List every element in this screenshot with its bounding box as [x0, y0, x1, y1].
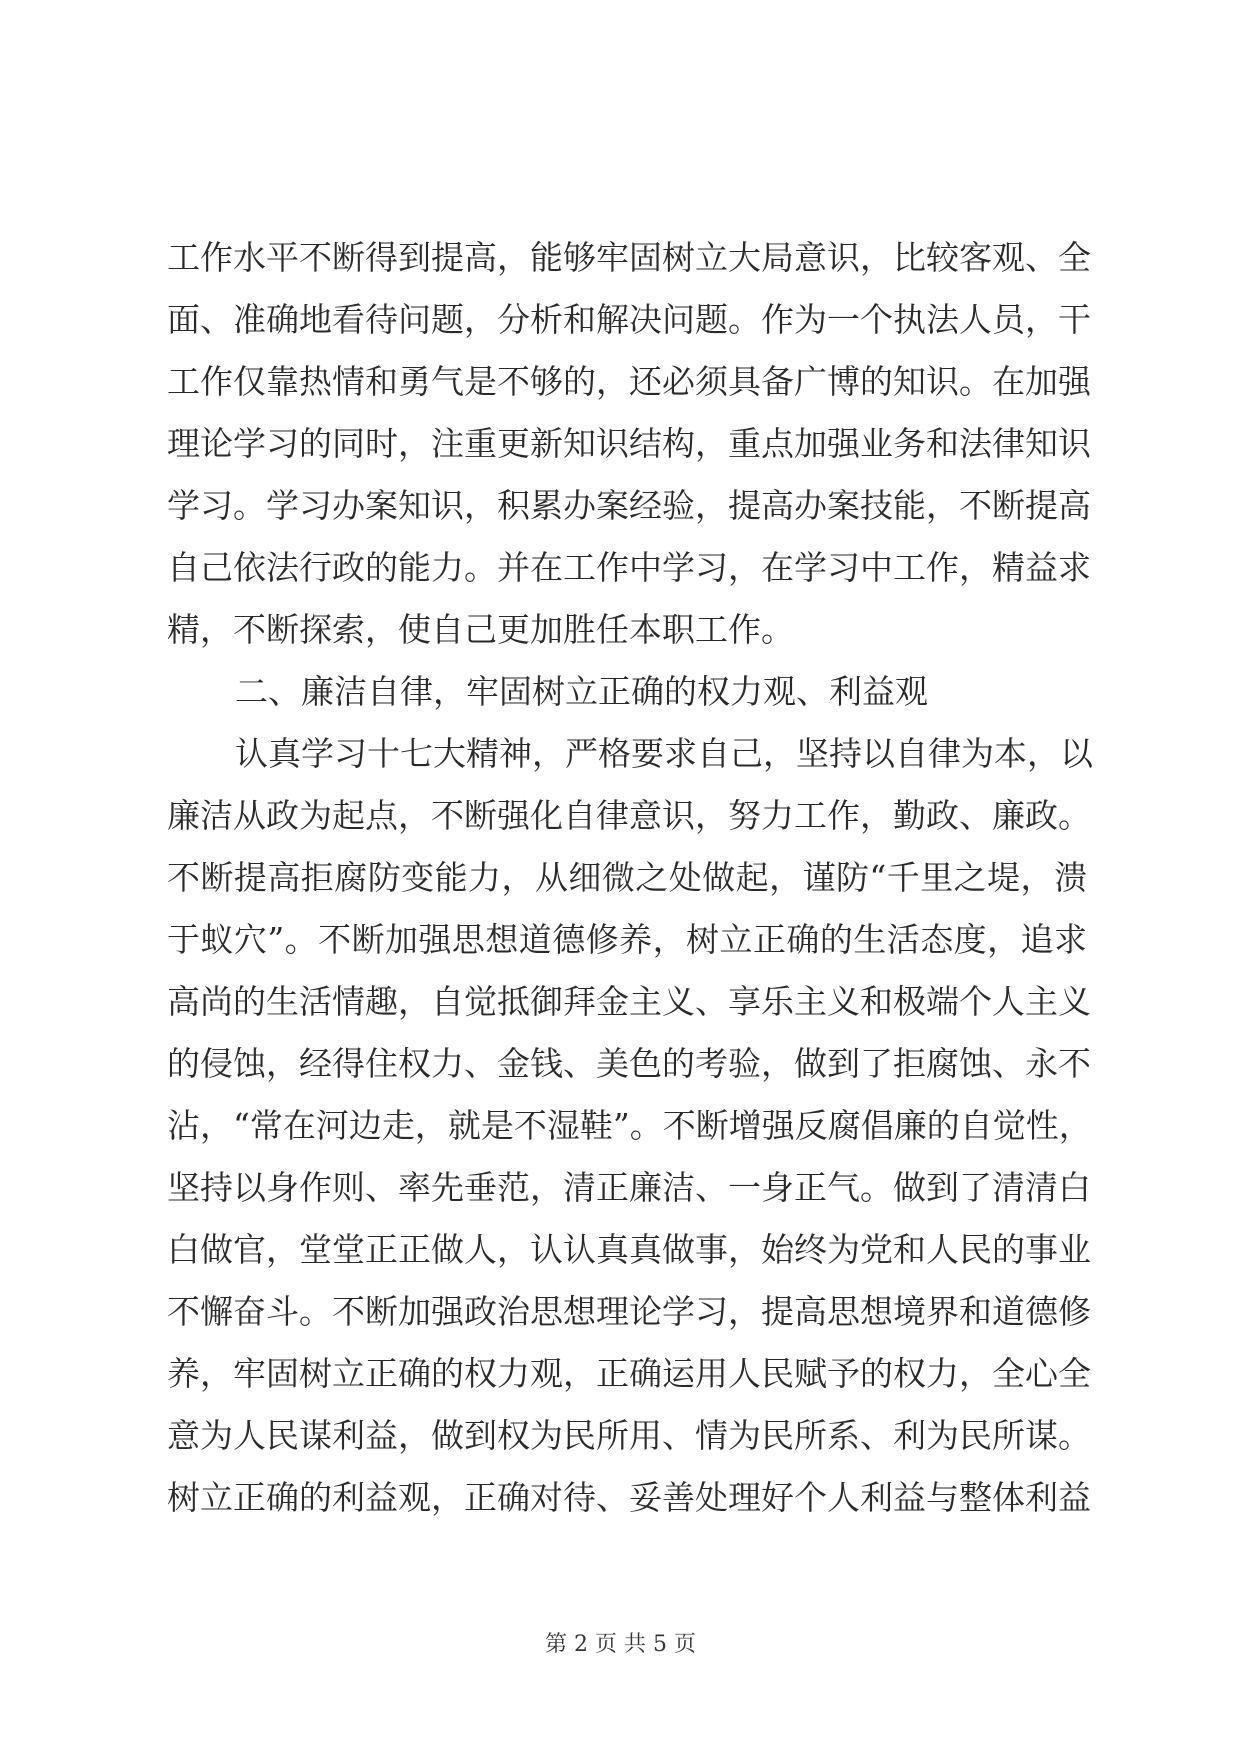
- text-line: 理论学习的同时，注重更新知识结构，重点加强业务和法律知识: [167, 424, 1091, 463]
- text-line: 认真学习十七大精神，严格要求自己，坚持以自律为本，以: [235, 734, 1093, 773]
- text-line: 白做官，堂堂正正做人，认认真真做事，始终为党和人民的事业: [167, 1230, 1091, 1269]
- text-line: 廉洁从政为起点，不断强化自律意识，努力工作，勤政、廉政。: [167, 796, 1091, 835]
- text-line: 自己依法行政的能力。并在工作中学习，在学习中工作，精益求: [167, 548, 1091, 587]
- text-line: 工作仅靠热情和勇气是不够的，还必须具备广博的知识。在加强: [167, 362, 1091, 401]
- page-number-footer: 第 2 页 共 5 页: [545, 1632, 696, 1657]
- text-line: 高尚的生活情趣，自觉抵御拜金主义、享乐主义和极端个人主义: [167, 982, 1091, 1021]
- text-line: 不断提高拒腐防变能力，从细微之处做起，谨防“千里之堤，溃: [167, 858, 1087, 897]
- text-line: 养，牢固树立正确的权力观，正确运用人民赋予的权力，全心全: [167, 1354, 1091, 1393]
- text-line: 意为人民谋利益，做到权为民所用、情为民所系、利为民所谋。: [167, 1416, 1091, 1455]
- text-line: 学习。学习办案知识，积累办案经验，提高办案技能，不断提高: [167, 486, 1091, 525]
- text-line: 的侵蚀，经得住权力、金钱、美色的考验，做到了拒腐蚀、永不: [167, 1044, 1091, 1083]
- text-line: 不懈奋斗。不断加强政治思想理论学习，提高思想境界和道德修: [167, 1292, 1091, 1331]
- body-text: [167, 227, 1093, 1529]
- text-line: 工作水平不断得到提高，能够牢固树立大局意识，比较客观、全: [167, 238, 1091, 277]
- text-line: 沾，“常在河边走，就是不湿鞋”。不断增强反腐倡廉的自觉性，: [167, 1106, 1092, 1145]
- section-heading: 二、廉洁自律，牢固树立正确的权力观、利益观: [235, 672, 928, 711]
- text-line: 精，不断探索，使自己更加胜任本职工作。: [167, 610, 794, 649]
- text-line: 面、准确地看待问题，分析和解决问题。作为一个执法人员，干: [167, 300, 1091, 339]
- text-line: 于蚁穴”。不断加强思想道德修养，树立正确的生活态度，追求: [167, 920, 1087, 959]
- text-line: 树立正确的利益观，正确对待、妥善处理好个人利益与整体利益: [167, 1478, 1091, 1517]
- text-line: 坚持以身作则、率先垂范，清正廉洁、一身正气。做到了清清白: [167, 1168, 1091, 1207]
